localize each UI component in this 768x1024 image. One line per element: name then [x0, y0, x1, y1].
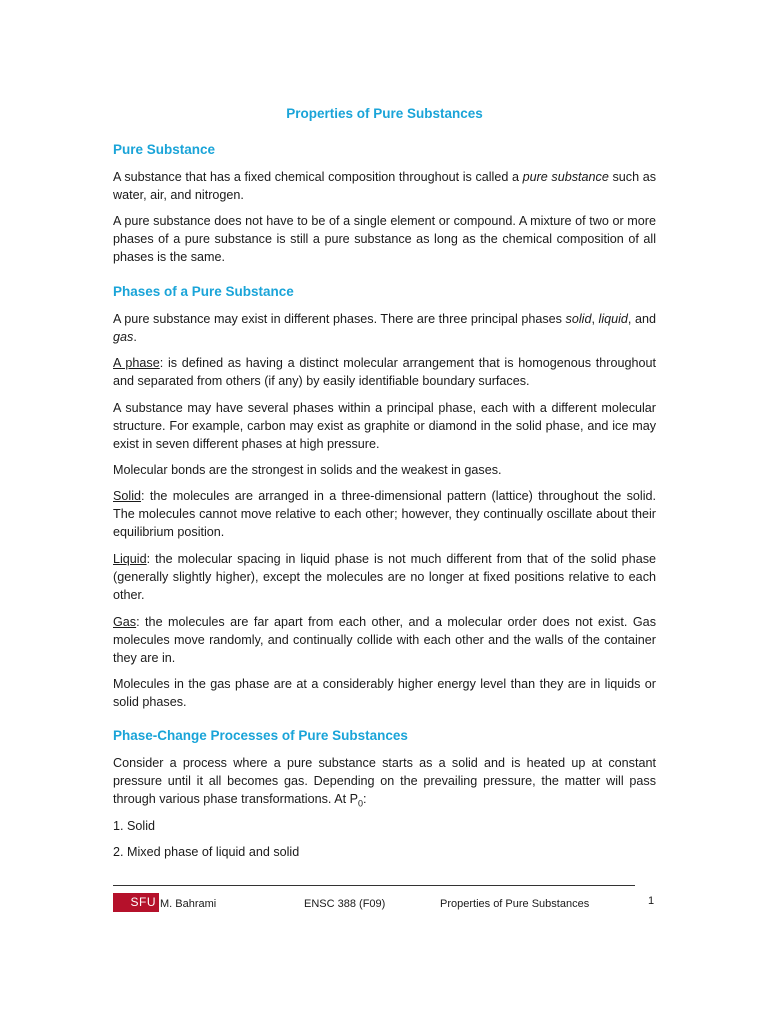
- paragraph: Liquid: the molecular spacing in liquid phase is not much different from that of the solid phase (generally slightly higher), except the molecules are no longer at fixed positions relative to each other.: [113, 552, 656, 603]
- paragraph: A substance that has a fixed chemical composition throughout is called a pure substance such as water, air, and nitrogen.: [113, 170, 657, 203]
- paragraph: Molecular bonds are the strongest in solids and the weakest in gases.: [113, 463, 502, 477]
- paragraph: A pure substance may exist in different phases. There are three principal phases solid, liquid, and gas.: [113, 312, 656, 345]
- paragraph: A phase: is defined as having a distinct molecular arrangement that is homogenous throughout and separated from others (if any) by easily identifiable boundary surfaces.: [113, 356, 656, 389]
- heading-phase-change: Phase-Change Processes of Pure Substances: [113, 728, 408, 743]
- paragraph: Gas: the molecules are far apart from each other, and a molecular order does not exist. Gas molecules move randomly, and continually collide with each other and the walls of the container they are in.: [113, 615, 656, 666]
- footer-author: M. Bahrami: [160, 898, 217, 910]
- list-item: 1. Solid: [113, 819, 156, 833]
- footer-doc-title: Properties of Pure Substances: [440, 898, 590, 910]
- sfu-logo: SFU: [113, 893, 159, 912]
- paragraph: Solid: the molecules are arranged in a three-dimensional pattern (lattice) throughout the solid. The molecules cannot move relative to each other; however, they continually oscillate about their equilibrium position.: [113, 489, 656, 540]
- footer-course: ENSC 388 (F09): [304, 898, 386, 910]
- list-item: 2. Mixed phase of liquid and solid: [113, 845, 300, 859]
- paragraph: A substance may have several phases within a principal phase, each with a different molecular structure. For example, carbon may exist as graphite or diamond in the solid phase, and ice may exist in seven different phases at high pressure.: [113, 401, 656, 452]
- footer-divider: [113, 885, 635, 886]
- heading-phases: Phases of a Pure Substance: [113, 284, 294, 299]
- paragraph: Consider a process where a pure substance starts as a solid and is heated up at constant pressure until it all becomes gas. Depending on the prevailing pressure, the matter will pass through various phase transformations. At $P_0$:: [113, 756, 656, 809]
- paragraph: Molecules in the gas phase are at a considerably higher energy level than they are in liquids or solid phases.: [113, 677, 656, 710]
- page-title: Properties of Pure Substances: [286, 106, 483, 121]
- paragraph: A pure substance does not have to be of a single element or compound. A mixture of two or more phases of a pure substance is still a pure substance as long as the chemical composition of all phases is the same.: [113, 214, 656, 265]
- heading-pure-substance: Pure Substance: [113, 142, 216, 157]
- page-number: 1: [648, 895, 655, 907]
